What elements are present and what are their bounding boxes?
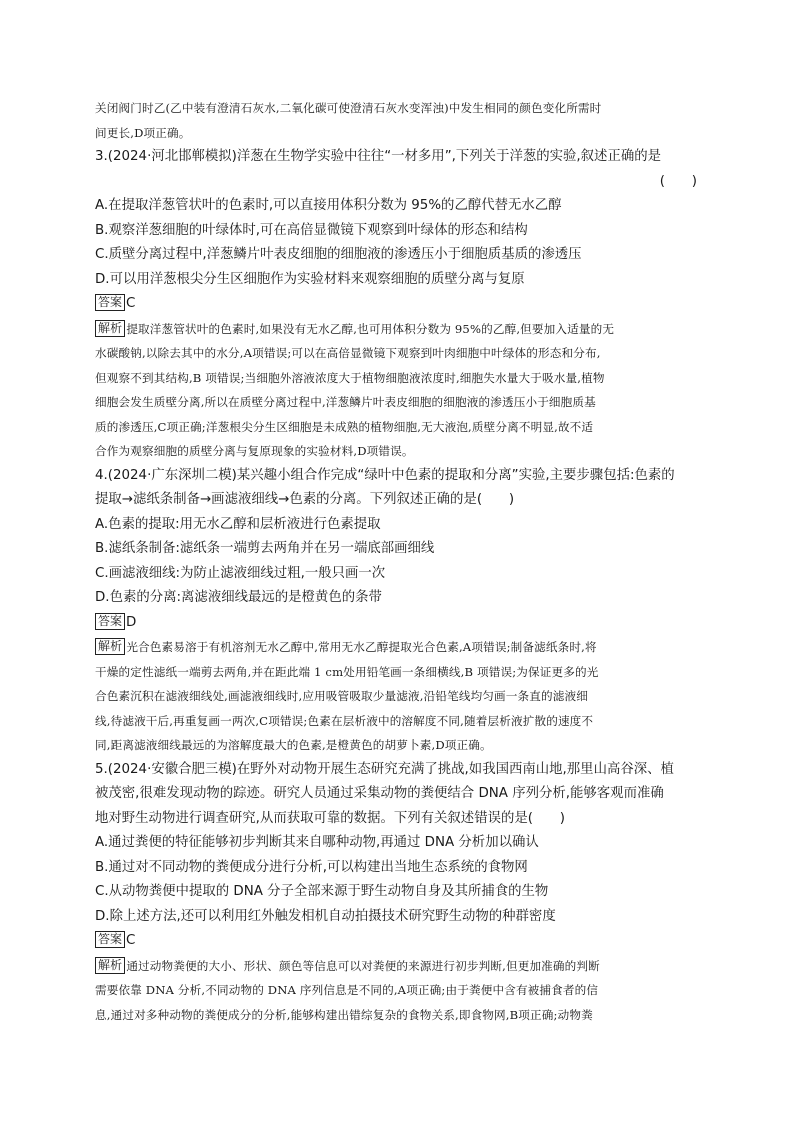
answer-tag: 答案 [95, 931, 125, 948]
answer-tag: 答案 [95, 613, 125, 630]
analysis-text: 光合色素易溶于有机溶剂无水乙醇中,常用无水乙醇提取光合色素,A项错误;制备滤纸条时,将 [126, 640, 597, 654]
answer-blank: ( ) [659, 173, 697, 189]
option-a: A.色素的提取:用无水乙醇和层析液进行色素提取 [95, 516, 381, 532]
analysis-line [95, 317, 705, 342]
option-c: C.画滤液细线:为防止滤液细线过粗,一般只画一次 [95, 565, 386, 581]
question-4 [95, 464, 705, 758]
analysis-line [95, 954, 705, 979]
option-b: B.滤纸条制备:滤纸条一端剪去两角并在另一端底部画细线 [95, 541, 435, 556]
option-b: B.通过对不同动物的粪便成分进行分析,可以构建出当地生态系统的食物网 [95, 859, 528, 875]
analysis-tag: 解析 [95, 638, 125, 655]
analysis-line [95, 635, 705, 660]
analysis-text: 通过动物粪便的大小、形状、颜色等信息可以对粪便的来源进行初步判断,但更加准确的判断 [126, 958, 600, 973]
analysis-line: 同,距离滤液细线最远的为溶解度最大的色素,是橙黄色的胡萝卜素,D项正确。 [95, 738, 492, 752]
answer-row [95, 292, 705, 317]
analysis-line: 线,待滤液干后,再重复画一两次,C项错误;色素在层析液中的溶解度不同,随着层析液扩散的速度不 [95, 713, 594, 728]
answer-value: C [126, 933, 136, 948]
lead-in-line: 关闭阀门时乙(乙中装有澄清石灰水,二氧化碳可使澄清石灰水变浑浊)中发生相同的颜色变化所需时 [95, 101, 602, 115]
analysis-tag: 解析 [95, 957, 125, 974]
question-stem: 4.(2024·广东深圳二模)某兴趣小组合作完成“绿叶中色素的提取和分离”实验,主要步骤包括:色素的 [95, 467, 675, 483]
question-stem: 提取→滤纸条制备→画滤液细线→色素的分离。下列叙述正确的是( ) [95, 492, 515, 507]
option-d: D.除上述方法,还可以利用红外触发相机自动拍摄技术研究野生动物的种群密度 [95, 908, 556, 924]
option-c: C.质壁分离过程中,洋葱鳞片叶表皮细胞的细胞液的渗透压小于细胞质基质的渗透压 [95, 247, 582, 262]
analysis-line: 干燥的定性滤纸一端剪去两角,并在距此端 1 cm处用铅笔画一条细横线,B 项错误;为保证更多的光 [95, 664, 599, 679]
question-stem: 3.(2024·河北邯郸模拟)洋葱在生物学实验中往往“一材多用”,下列关于洋葱的实验,叙述正确的是 [95, 149, 662, 164]
question-stem: 地对野生动物进行调查研究,从而获取可靠的数据。下列有关叙述错误的是( ) [95, 810, 565, 826]
analysis-line: 合色素沉积在滤液细线处,画滤液细线时,应用吸管吸取少量滤液,沿铅笔线均匀画一条直的滤液细 [95, 689, 589, 703]
analysis-line: 合作为观察细胞的质壁分离与复原现象的实验材料,D项错误。 [95, 444, 414, 458]
analysis-text: 提取洋葱管状叶的色素时,如果没有无水乙醇,也可用体积分数为 95%的乙醇,但要加入适量的无 [126, 321, 615, 336]
answer-value: C [126, 296, 136, 311]
analysis-line: 息,通过对多种动物的粪便成分的分析,能够构建出错综复杂的食物关系,即食物网,B项正确;动物粪 [95, 1007, 593, 1022]
option-d: D.可以用洋葱根尖分生区细胞作为实验材料来观察细胞的质壁分离与复原 [95, 271, 525, 287]
option-a: A.在提取洋葱管状叶的色素时,可以直接用体积分数为 95%的乙醇代替无水乙醇 [95, 198, 562, 213]
answer-row [95, 611, 705, 636]
question-stem: 5.(2024·安徽合肥三模)在野外对动物开展生态研究充满了挑战,如我国西南山地,那里山高谷深、植 [95, 761, 674, 777]
option-b: B.观察洋葱细胞的叶绿体时,可在高倍显微镜下观察到叶绿体的形态和结构 [95, 222, 528, 238]
answer-tag: 答案 [95, 294, 125, 311]
question-3 [95, 145, 705, 464]
page-content [95, 96, 705, 1027]
analysis-line: 但观察不到其结构,B 项错误;当细胞外溶液浓度大于植物细胞液浓度时,细胞失水量大于吸水量,植物 [95, 370, 605, 385]
option-d: D.色素的分离:离滤液细线最远的是橙黄色的条带 [95, 590, 382, 605]
answer-row [95, 929, 705, 954]
analysis-line: 水碳酸钠,以除去其中的水分,A项错误;可以在高倍显微镜下观察到叶肉细胞中叶绿体的形态和分布, [95, 346, 601, 360]
question-5 [95, 758, 705, 1028]
analysis-line: 细胞会发生质壁分离,所以在质壁分离过程中,洋葱鳞片叶表皮细胞的细胞液的渗透压小于细胞质基 [95, 395, 596, 409]
analysis-line: 质的渗透压,C项正确;洋葱根尖分生区细胞是未成熟的植物细胞,无大液泡,质壁分离不明显,故不适 [95, 419, 594, 434]
analysis-tag: 解析 [95, 320, 125, 337]
analysis-line: 需要依靠 DNA 分析,不同动物的 DNA 序列信息是不同的,A项正确;由于粪便中含有被捕食者的信 [95, 983, 599, 997]
option-a: A.通过粪便的特征能够初步判断其来自哪种动物,再通过 DNA 分析加以确认 [95, 835, 539, 850]
lead-in-line: 间更长,D项正确。 [95, 125, 191, 140]
option-c: C.从动物粪便中提取的 DNA 分子全部来源于野生动物自身及其所捕食的生物 [95, 884, 549, 899]
answer-value: D [126, 614, 137, 630]
question-stem: 被茂密,很难发现动物的踪迹。研究人员通过采集动物的粪便结合 DNA 序列分析,能够客观而准确 [95, 786, 664, 801]
